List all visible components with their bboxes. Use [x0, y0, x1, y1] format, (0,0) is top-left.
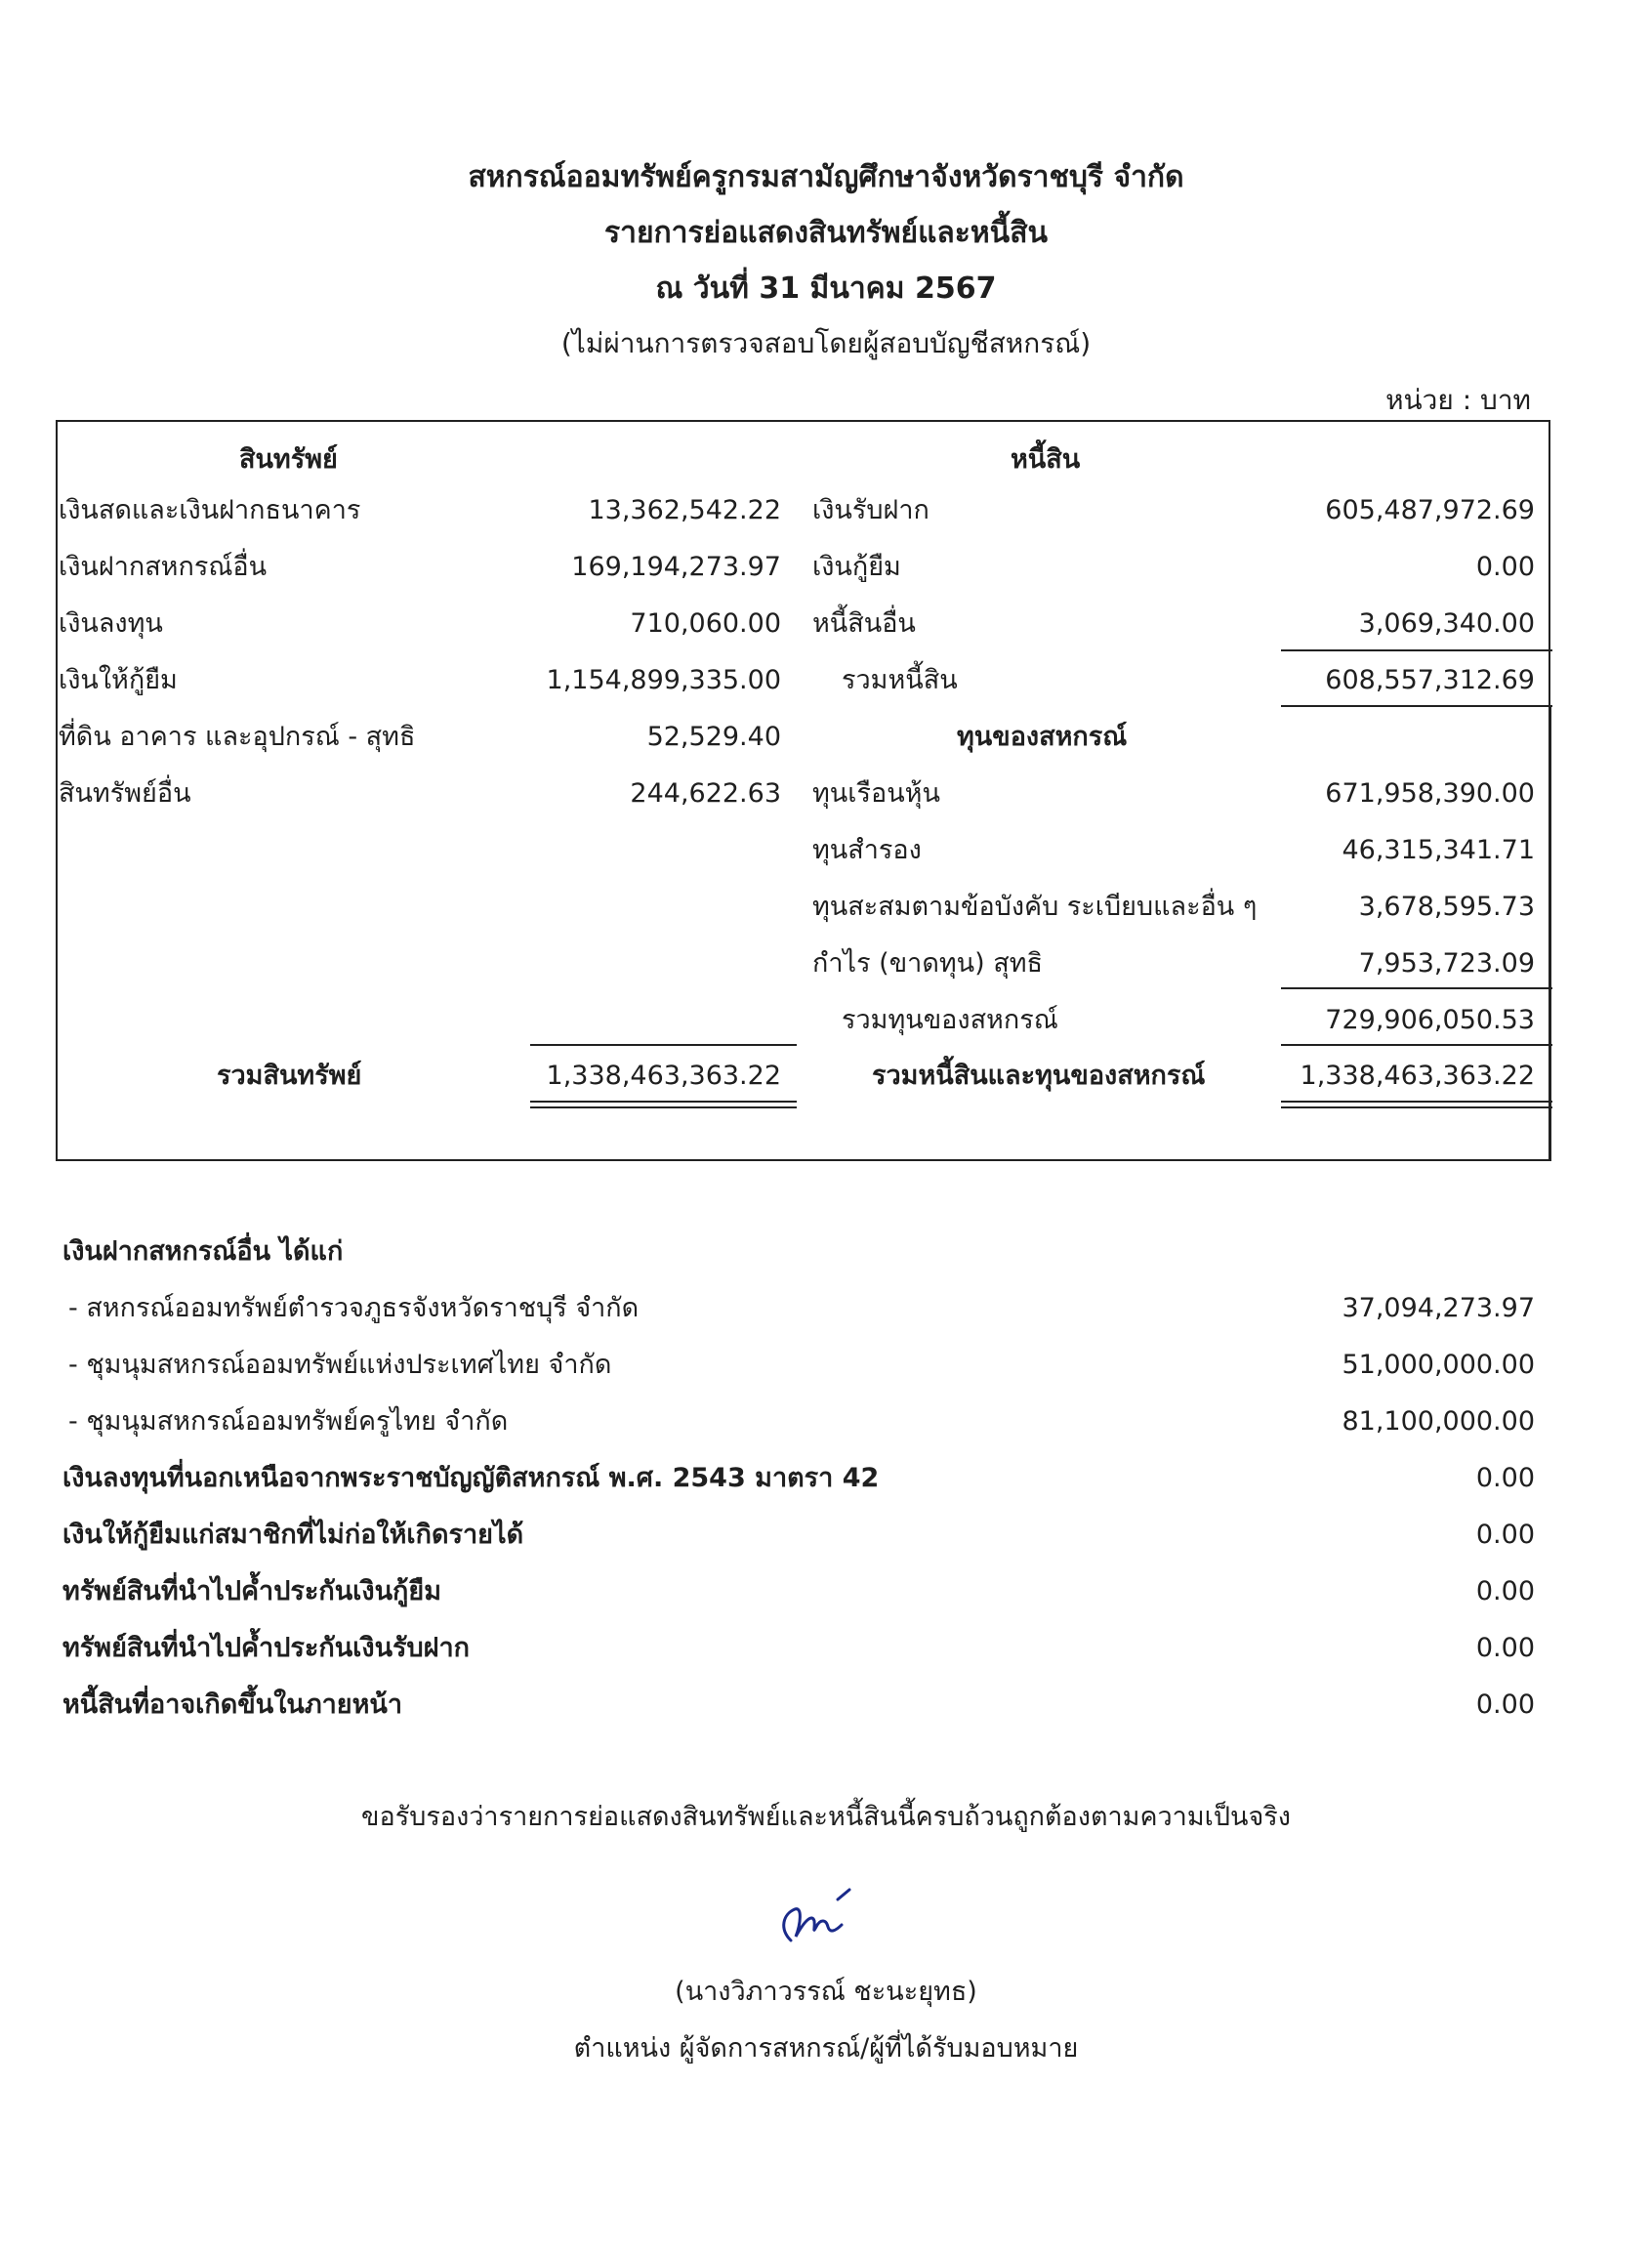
liability-value: 3,069,340.00	[1358, 608, 1535, 639]
deposit-value: 81,100,000.00	[1342, 1406, 1535, 1437]
report-title: รายการย่อแสดงสินทรัพย์และหนี้สิน	[603, 216, 1049, 250]
total-liabilities-equity-label: รวมหนี้สินและทุนของสหกรณ์	[872, 1061, 1206, 1091]
equity-label: กำไร (ขาดทุน) สุทธิ	[812, 948, 1043, 979]
other-item-value: 0.00	[1475, 1520, 1535, 1550]
liability-value: 0.00	[1475, 552, 1535, 582]
subtotal-rule	[1281, 987, 1552, 989]
equity-value: 671,958,390.00	[1325, 778, 1535, 809]
other-item-label: หนี้สินที่อาจเกิดขึ้นในภายหน้า	[62, 1689, 403, 1720]
total-liabilities-equity-value: 1,338,463,363.22	[1300, 1061, 1535, 1091]
deposit-label: - ชุมนุมสหกรณ์ออมทรัพย์แห่งประเทศไทย จำกัด	[68, 1350, 612, 1380]
liabilities-heading: หนี้สิน	[1011, 444, 1081, 475]
asset-value: 1,154,899,335.00	[546, 665, 781, 695]
other-item-label: เงินให้กู้ยืมแก่สมาชิกที่ไม่ก่อให้เกิดรายได้	[62, 1520, 524, 1550]
other-item-value: 0.00	[1475, 1689, 1535, 1720]
other-item-value: 0.00	[1475, 1463, 1535, 1493]
report-date: ณ วันที่ 31 มีนาคม 2567	[655, 271, 997, 306]
asset-label: เงินสดและเงินฝากธนาคาร	[59, 495, 361, 525]
right-rule	[1549, 705, 1551, 1161]
signature-icon	[762, 1880, 879, 1958]
equity-value: 3,678,595.73	[1358, 892, 1535, 922]
total-rule	[530, 1044, 797, 1046]
deposits-heading: เงินฝากสหกรณ์อื่น ได้แก่	[62, 1236, 344, 1267]
subtotal-rule	[1281, 649, 1552, 651]
signer-position: ตำแหน่ง ผู้จัดการสหกรณ์/ผู้ที่ได้รับมอบหมาย	[573, 2033, 1079, 2064]
total-assets-label: รวมสินทรัพย์	[217, 1061, 362, 1091]
liability-label: หนี้สินอื่น	[812, 608, 916, 639]
audit-note: (ไม่ผ่านการตรวจสอบโดยผู้สอบบัญชีสหกรณ์)	[560, 327, 1092, 359]
double-underline	[530, 1101, 797, 1108]
unit-label: หน่วย : บาท	[1385, 384, 1531, 416]
asset-label: ที่ดิน อาคาร และอุปกรณ์ - สุทธิ	[59, 722, 416, 752]
asset-label: เงินฝากสหกรณ์อื่น	[59, 552, 268, 582]
asset-value: 13,362,542.22	[588, 495, 781, 525]
equity-value: 7,953,723.09	[1358, 948, 1535, 979]
subtotal-rule	[1281, 705, 1552, 707]
equity-label: ทุนเรือนหุ้น	[812, 778, 940, 809]
deposit-label: - ชุมนุมสหกรณ์ออมทรัพย์ครูไทย จำกัด	[68, 1406, 509, 1437]
other-item-label: ทรัพย์สินที่นำไปค้ำประกันเงินรับฝาก	[62, 1633, 470, 1663]
total-assets-value: 1,338,463,363.22	[546, 1061, 781, 1091]
assets-heading: สินทรัพย์	[239, 444, 338, 475]
asset-label: สินทรัพย์อื่น	[59, 778, 191, 809]
deposit-value: 37,094,273.97	[1342, 1293, 1535, 1323]
asset-value: 244,622.63	[630, 778, 781, 809]
equity-heading: ทุนของสหกรณ์	[957, 722, 1128, 752]
other-item-label: เงินลงทุนที่นอกเหนือจากพระราชบัญญัติสหกรณ์ พ.ศ. 2543 มาตรา 42	[62, 1463, 880, 1493]
equity-value: 46,315,341.71	[1342, 835, 1535, 865]
total-liabilities-value: 608,557,312.69	[1325, 665, 1535, 695]
asset-value: 710,060.00	[630, 608, 781, 639]
other-item-value: 0.00	[1475, 1576, 1535, 1606]
equity-label: ทุนสะสมตามข้อบังคับ ระเบียบและอื่น ๆ	[812, 892, 1258, 922]
liability-label: เงินกู้ยืม	[812, 552, 901, 582]
total-equity-value: 729,906,050.53	[1325, 1005, 1535, 1035]
certification-text: ขอรับรองว่ารายการย่อแสดงสินทรัพย์และหนี้สินนี้ครบถ้วนถูกต้องตามความเป็นจริง	[361, 1802, 1291, 1832]
org-name: สหกรณ์ออมทรัพย์ครูกรมสามัญศึกษาจังหวัดราชบุรี จำกัด	[468, 160, 1184, 194]
equity-label: ทุนสำรอง	[812, 835, 922, 865]
deposit-value: 51,000,000.00	[1342, 1350, 1535, 1380]
asset-value: 169,194,273.97	[571, 552, 781, 582]
asset-label: เงินลงทุน	[59, 608, 163, 639]
total-equity-label: รวมทุนของสหกรณ์	[842, 1005, 1058, 1035]
asset-value: 52,529.40	[646, 722, 781, 752]
asset-label: เงินให้กู้ยืม	[59, 665, 178, 695]
total-rule	[1281, 1044, 1552, 1046]
deposit-label: - สหกรณ์ออมทรัพย์ตำรวจภูธรจังหวัดราชบุรี จำกัด	[68, 1293, 640, 1323]
total-liabilities-label: รวมหนี้สิน	[842, 665, 958, 695]
other-item-value: 0.00	[1475, 1633, 1535, 1663]
double-underline	[1281, 1101, 1552, 1108]
liability-label: เงินรับฝาก	[812, 495, 929, 525]
other-item-label: ทรัพย์สินที่นำไปค้ำประกันเงินกู้ยืม	[62, 1576, 441, 1606]
liability-value: 605,487,972.69	[1325, 495, 1535, 525]
signer-name: (นางวิภาวรรณ์ ชะนะยุทธ)	[675, 1977, 977, 2007]
